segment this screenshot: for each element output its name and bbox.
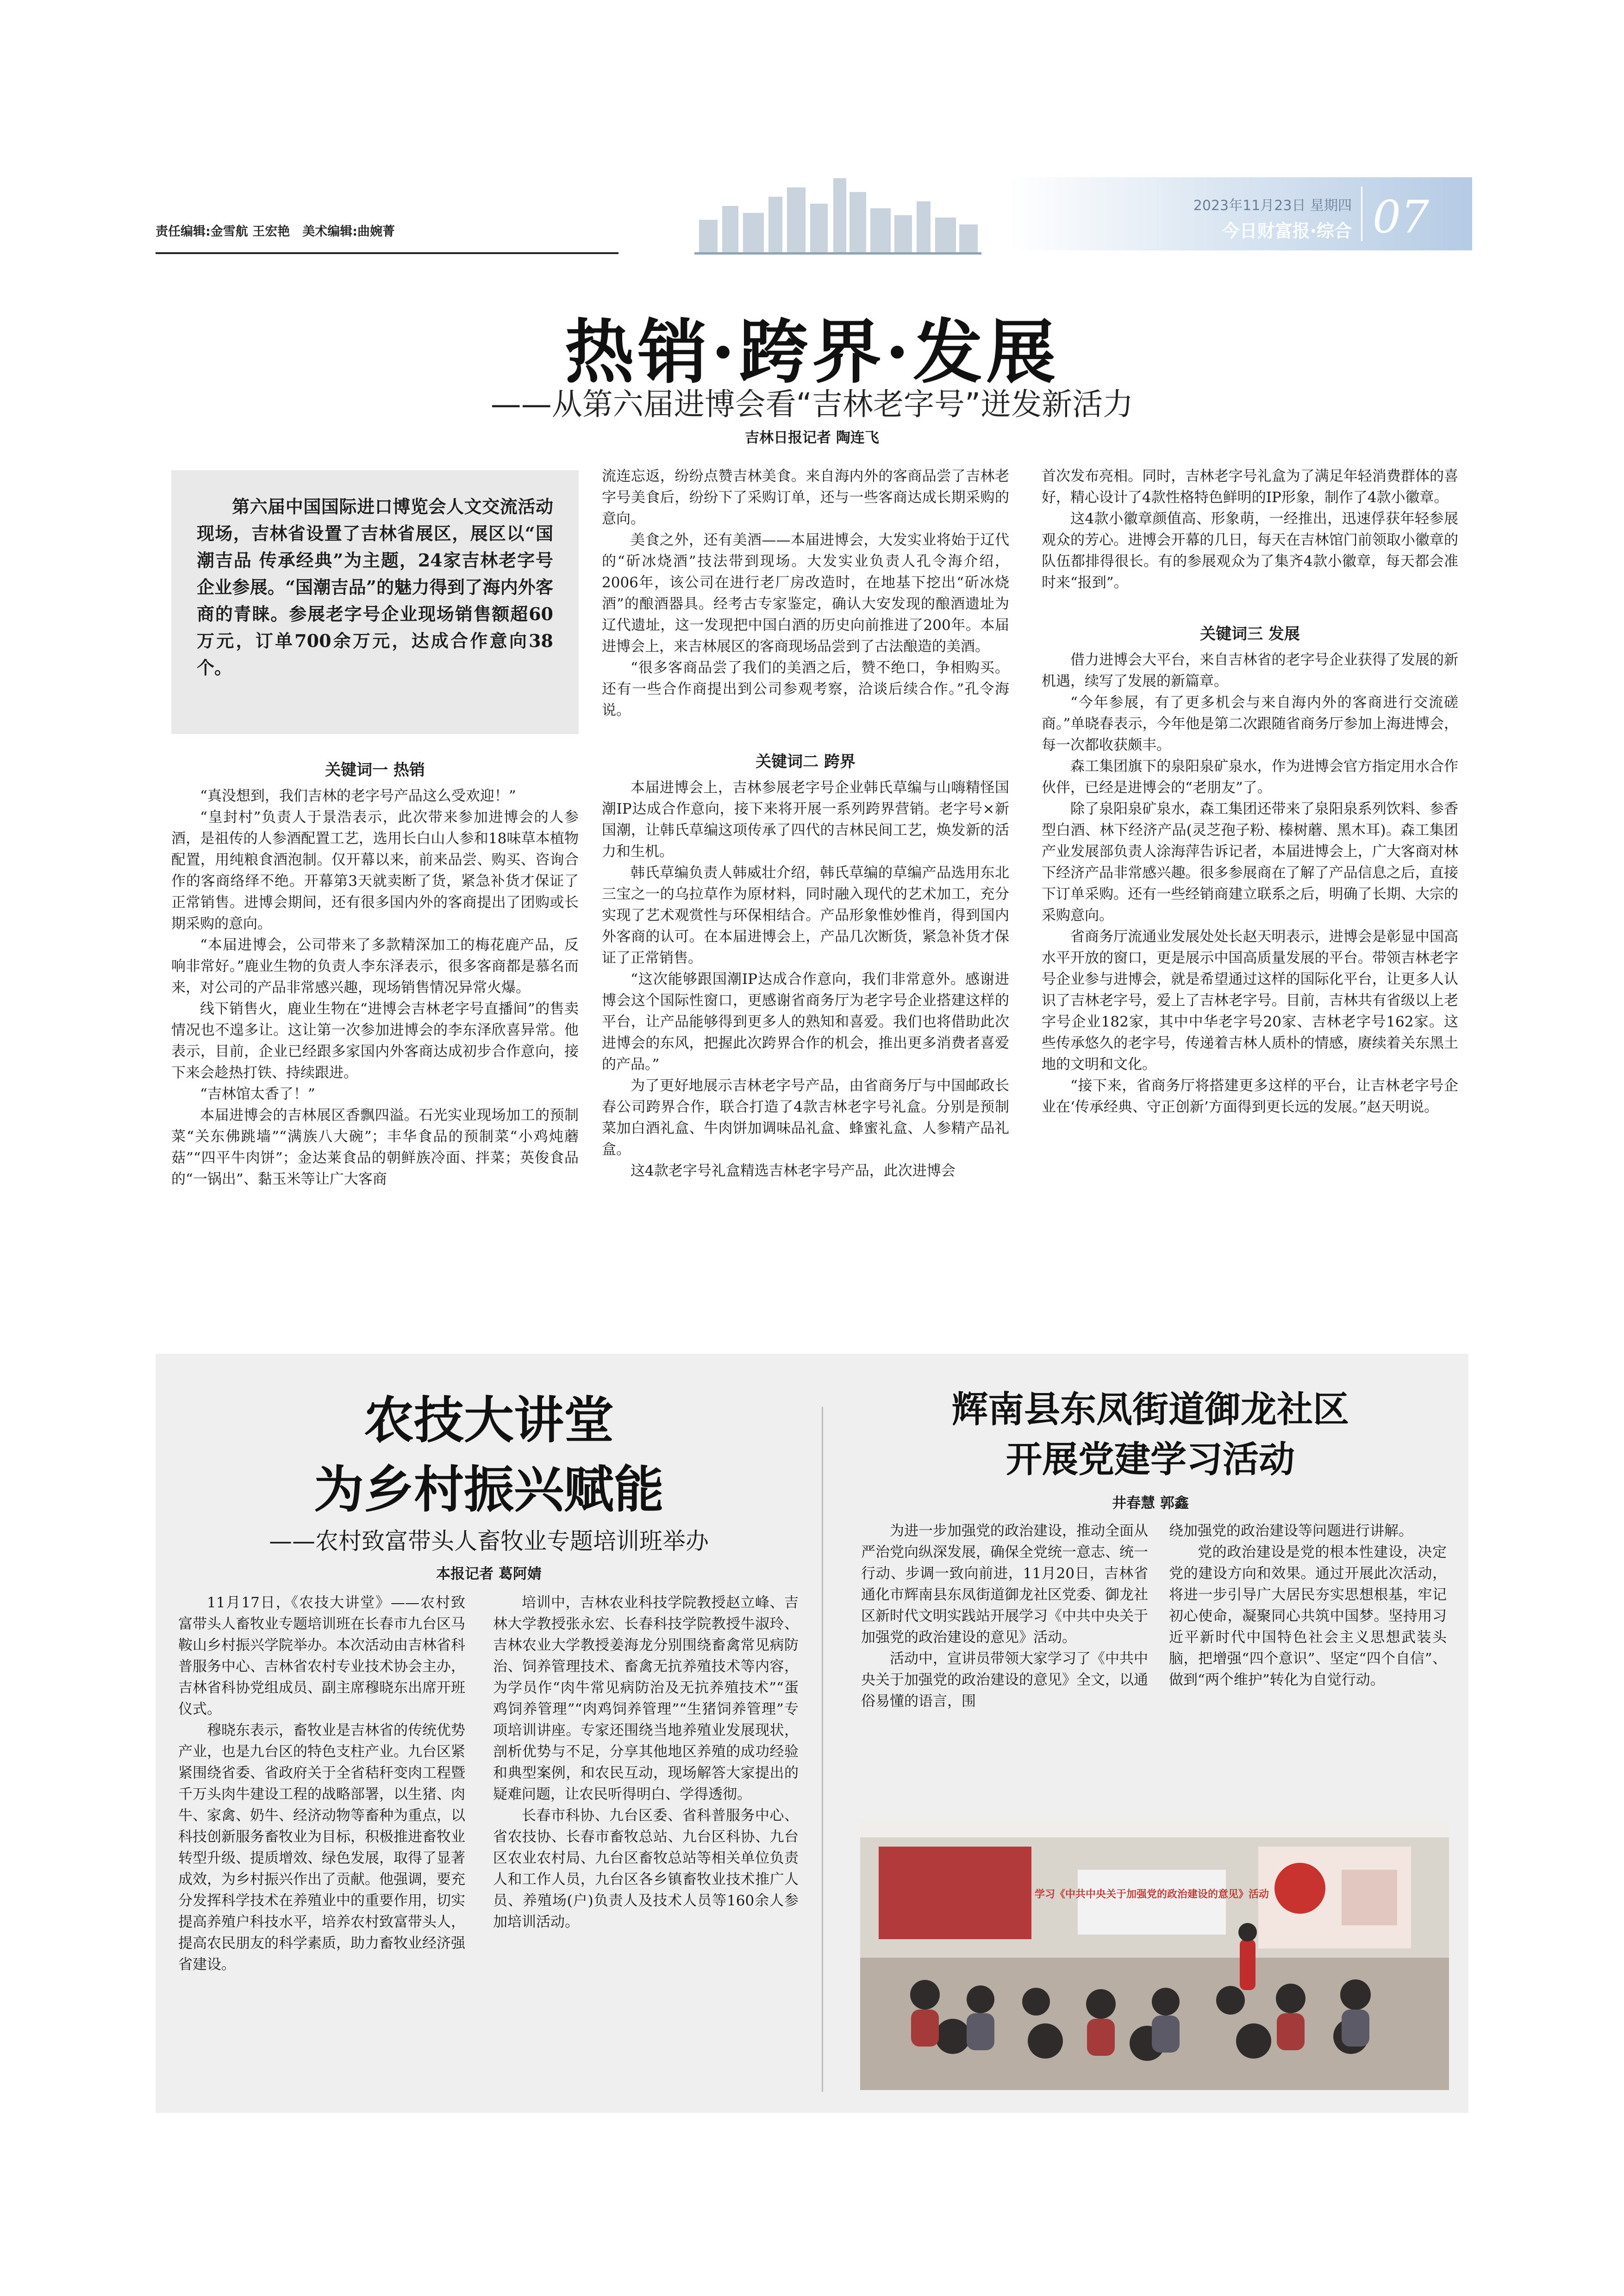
section-name: 今日财富报·综合 — [1222, 221, 1352, 241]
main-headline: 热销·跨界·发展 — [564, 311, 1060, 393]
paragraph: 本届进博会的吉林展区香飘四溢。石光实业现场加工的预制菜“关东佛跳墙”“满族八大碗”；丰华食品的预制菜“小鸡炖蘑菇”“四平牛肉饼”；金达莱食品的朝鲜族冷面、拌菜；英俊食品的“一锅出”、黏玉米等让广大客商 — [171, 1107, 579, 1188]
paragraph: “吉林馆太香了！” — [200, 1086, 315, 1102]
keyword-heading-1: 关键词一 热销 — [325, 761, 425, 779]
paragraph: 这4款小徽章颜值高、形象萌，一经推出，迅速俘获年轻参展观众的芳心。进博会开幕的几日，每天在吉林馆门前领取小徽章的队伍都排得很长。有的参展观众为了集齐4款小徽章，每天都会准时来“报到”。 — [1042, 510, 1458, 591]
article2-column-1 — [178, 1592, 465, 1975]
page-editors: 责任编辑:金雪航 王宏艳 美术编辑:曲婉菁 — [156, 224, 395, 239]
paragraph: 美食之外，还有美酒——本届进博会，大发实业将始于辽代的“斫冰烧酒”技法带到现场。大发实业负责人孔令海介绍，2006年，该公司在进行老厂房改造时，在地基下挖出“斫冰烧酒”的酿酒器具。经考古专家鉴定，确认大安发现的酿酒遗址为辽代遗址，这一发现把中国白酒的历史向前推进了200年。本届进博会上，来吉林展区的客商现场品尝到了古法酿造的美酒。 — [602, 532, 1009, 655]
keyword-heading-2: 关键词二 跨界 — [756, 753, 856, 771]
article2-subheadline: ——农村致富带头人畜牧业专题培训班举办 — [269, 1528, 709, 1555]
paragraph: 长春市科协、九台区委、省科普服务中心、省农技协、长春市畜牧总站、九台区科协、九台区农业农村局、九台区畜牧总站等相关单位负责人和工作人员，九台区各乡镇畜牧业技术推广人员、养殖场(户)负责人及技术人员等160余人参加培训活动。 — [493, 1807, 799, 1930]
meeting-photo-illustration — [860, 1819, 1449, 2090]
masthead-banner — [1009, 177, 1472, 250]
paragraph: 本届进博会上，吉林参展老字号企业韩氏草编与山嗨精怪国潮IP达成合作意向，接下来将开展一系列跨界营销。老字号×新国潮，让韩氏草编这项传承了四代的吉林民间工艺，焕发新的活力和生机。 — [602, 779, 1009, 860]
paragraph: “这次能够跟国潮IP达成合作意向，我们非常意外。感谢进博会这个国际性窗口，更感谢省商务厅为老字号企业搭建这样的平台，让产品能够得到更多人的熟知和喜爱。我们也将借助此次进博会的东风，把握此次跨界合作的机会，推出更多消费者喜爱的产品。” — [602, 971, 1009, 1073]
paragraph: 为了更好地展示吉林老字号产品，由省商务厅与中国邮政长春公司跨界合作，联合打造了4款吉林老字号礼盒。分别是预制菜加白酒礼盒、牛肉饼加调味品礼盒、蜂蜜礼盒、人参精产品礼盒。 — [602, 1077, 1009, 1158]
article3-byline: 井春慧 郭鑫 — [1112, 1495, 1189, 1512]
paragraph: 培训中，吉林农业科技学院教授赵立峰、吉林大学教授张永宏、长春科技学院教授牛淑玲、吉林农业大学教授姜海龙分别围绕畜禽常见病防治、饲养管理技术、畜禽无抗养殖技术等内容，为学员作“肉牛常见病防治及无抗养殖技术”“蛋鸡饲养管理”“肉鸡饲养管理”“生猪饲养管理”专项培训讲座。专家还围绕当地养殖业发展现状，剖析优势与不足，分享其他地区养殖的成功经验和典型案例，和农民互动，现场解答大家提出的疑难问题，让农民听得明白、学得透彻。 — [493, 1594, 799, 1803]
lead-paragraph: 第六届中国国际进口博览会人文交流活动现场，吉林省设置了吉林省展区，展区以“国潮吉品 传承经典”为主题，24家吉林老字号企业参展。“国潮吉品”的魅力得到了海内外客商的青睐。参展老字号企业现场销售额超60万元，订单700余万元，达成合作意向38个。 — [197, 496, 553, 678]
main-column-3 — [1042, 466, 1458, 1118]
page-number: 07 — [1373, 191, 1430, 243]
paragraph: 省商务厅流通业发展处处长赵天明表示，进博会是彰显中国高水平开放的窗口，更是展示中国高质量发展的平台。带领吉林老字号企业参与进博会，就是希望通过这样的国际化平台，让更多人认识了吉林老字号，爱上了吉林老字号。目前，吉林共有省级以上老字号企业182家，其中中华老字号20家、吉林老字号162家。这些传承悠久的老字号，传递着吉林人质朴的情感，赓续着关东黑土地的文明和文化。 — [1042, 928, 1458, 1073]
article2-headline — [156, 1386, 822, 1525]
article3-headline-line2: 开展党建学习活动 — [1006, 1439, 1295, 1481]
main-column-2 — [602, 466, 1009, 1182]
paragraph: 流连忘返，纷纷点赞吉林美食。来自海内外的客商品尝了吉林老字号美食后，纷纷下了采购订单，还与一些客商达成长期采购的意向。 — [602, 468, 1009, 527]
article3-headline-line1: 辉南县东凤街道御龙社区 — [951, 1389, 1349, 1431]
article3-column-2 — [1169, 1520, 1447, 1691]
paragraph: 线下销售火，鹿业生物在“进博会吉林老字号直播间”的售卖情况也不遑多让。这让第一次参加进博会的李东泽欣喜异常。他表示，目前，企业已经跟多家国内外客商达成初步合作意向，接下来会趁热打铁、持续跟进。 — [171, 1001, 579, 1081]
paragraph: 韩氏草编负责人韩威壮介绍，韩氏草编的草编产品选用东北三宝之一的乌拉草作为原材料，同时融入现代的艺术加工，充分实现了艺术观赏性与环保相结合。产品形象惟妙惟肖，得到国内外客商的认可。在本届进博会上，产品几次断货，紧急补货才保证了正常销售。 — [602, 865, 1009, 966]
photo-banner-text: 学习《中共中央关于加强党的政治建设的意见》活动 — [1034, 1889, 1269, 1900]
paragraph: “今年参展，有了更多机会与来自海内外的客商进行交流磋商。”单晓春表示，今年他是第二次跟随省商务厅参加上海进博会，每一次都收获颇丰。 — [1042, 694, 1458, 753]
paragraph: 绕加强党的政治建设等问题进行讲解。 — [1169, 1523, 1413, 1539]
city-skyline-illustration — [694, 169, 981, 255]
paragraph: 党的政治建设是党的根本性建设，决定党的建设方向和效果。通过开展此次活动，将进一步引导广大居民夯实思想根基，牢记初心使命，凝聚同心共筑中国梦。坚持用习近平新时代中国特色社会主义思想武装头脑，把增强“四个意识”、坚定“四个自信”、做到“两个维护”转化为自觉行动。 — [1169, 1544, 1447, 1688]
paragraph: 森工集团旗下的泉阳泉矿泉水，作为进博会官方指定用水合作伙伴，已经是进博会的“老朋友”了。 — [1042, 758, 1458, 796]
paragraph: 活动中，宣讲员带领大家学习了《中共中央关于加强党的政治建设的意见》全文，以通俗易懂的语言，围 — [861, 1650, 1148, 1710]
paragraph: 为进一步加强党的政治建设，推动全面从严治党向纵深发展，确保全党统一意志、统一行动、步调一致向前进，11月20日，吉林省通化市辉南县东凤街道御龙社区党委、御龙社区新时代文明实践站开展学习《中共中央关于加强党的政治建设的意见》活动。 — [861, 1523, 1148, 1646]
main-byline: 吉林日报记者 陶连飞 — [745, 429, 879, 446]
paragraph: “皇封村”负责人于景浩表示，此次带来参加进博会的人参酒，是祖传的人参酒配置工艺，选用长白山人参和18味草本植物配置，用纯粮食酒泡制。仅开幕以来，前来品尝、购买、咨询合作的客商络绎不绝。开幕第3天就卖断了货，紧急补货才保证了正常销售。进博会期间，还有很多国内外的客商提出了团购或长期采购的意向。 — [171, 809, 579, 932]
main-subheadline: ——从第六届进博会看“吉林老字号”迸发新活力 — [490, 386, 1134, 422]
header-rule — [156, 252, 618, 254]
lead-summary-box — [171, 470, 579, 734]
main-column-1 — [171, 745, 579, 1190]
paragraph: 这4款老字号礼盒精选吉林老字号产品，此次进博会 — [631, 1163, 956, 1179]
paragraph: 除了泉阳泉矿泉水，森工集团还带来了泉阳泉系列饮料、参香型白酒、林下经济产品(灵芝孢子粉、榛树蘑、黑木耳)。森工集团产业发展部负责人涂海萍告诉记者，本届进博会上，广大客商对林下经济产品非常感兴趣。很多参展商在了解了产品信息之后，直接下订单采购。还有一些经销商建立联系之后，明确了长期、大宗的采购意向。 — [1042, 801, 1458, 924]
article2-headline-line1: 农技大讲堂 — [363, 1392, 614, 1450]
paragraph: “真没想到，我们吉林的老字号产品这么受欢迎！” — [200, 788, 516, 804]
article2-byline: 本报记者 葛阿婧 — [436, 1566, 542, 1582]
meeting-photo — [860, 1819, 1449, 2090]
paragraph: “接下来，省商务厅将搭建更多这样的平台，让吉林老字号企业在‘传承经典、守正创新’方面得到更长远的发展。”赵天明说。 — [1042, 1077, 1458, 1115]
masthead-separator — [1361, 187, 1362, 241]
keyword-heading-3: 关键词三 发展 — [1200, 625, 1300, 643]
article2-column-2 — [493, 1592, 799, 1933]
article2-headline-line2: 为乡村振兴赋能 — [313, 1461, 664, 1519]
paragraph: 借力进博会大平台，来自吉林省的老字号企业获得了发展的新机遇，续写了发展的新篇章。 — [1042, 652, 1458, 690]
paragraph: “本届进博会，公司带来了多款精深加工的梅花鹿产品，反响非常好。”鹿业生物的负责人李东泽表示，很多客商都是慕名而来，对公司的产品非常感兴趣，现场销售情况异常火爆。 — [171, 937, 579, 996]
paragraph: 穆晓东表示，畜牧业是吉林省的传统优势产业，也是九台区的特色支柱产业。九台区紧紧围绕省委、省政府关于全省秸秆变肉工程暨千万头肉牛建设工程的战略部署，以生猪、肉牛、家禽、奶牛、经济动物等畜种为重点，以科技创新服务畜牧业为目标，积极推进畜牧业转型升级、提质增效、绿色发展，取得了显著成效，为乡村振兴作出了贡献。他强调，要充分发挥科学技术在养殖业中的重要作用，切实提高养殖户科技水平，培养农村致富带头人，提高农民朋友的科学素质，助力畜牧业经济强省建设。 — [178, 1722, 465, 1973]
paragraph: “很多客商品尝了我们的美酒之后，赞不绝口，争相购买。还有一些合作商提出到公司参观考察，洽谈后续合作。”孔令海说。 — [602, 660, 1009, 719]
article3-headline — [829, 1385, 1472, 1485]
issue-date: 2023年11月23日 星期四 — [1193, 198, 1352, 214]
article3-column-1 — [861, 1520, 1148, 1712]
paragraph: 首次发布亮相。同时，吉林老字号礼盒为了满足年轻消费群体的喜好，精心设计了4款性格特色鲜明的IP形象，制作了4款小徽章。 — [1042, 468, 1458, 506]
paragraph: 11月17日，《农技大讲堂》——农村致富带头人畜牧业专题培训班在长春市九台区马鞍山乡村振兴学院举办。本次活动由吉林省科普服务中心、吉林省农村专业技术协会主办，吉林省科协党组成员、副主席穆晓东出席开班仪式。 — [178, 1594, 465, 1717]
